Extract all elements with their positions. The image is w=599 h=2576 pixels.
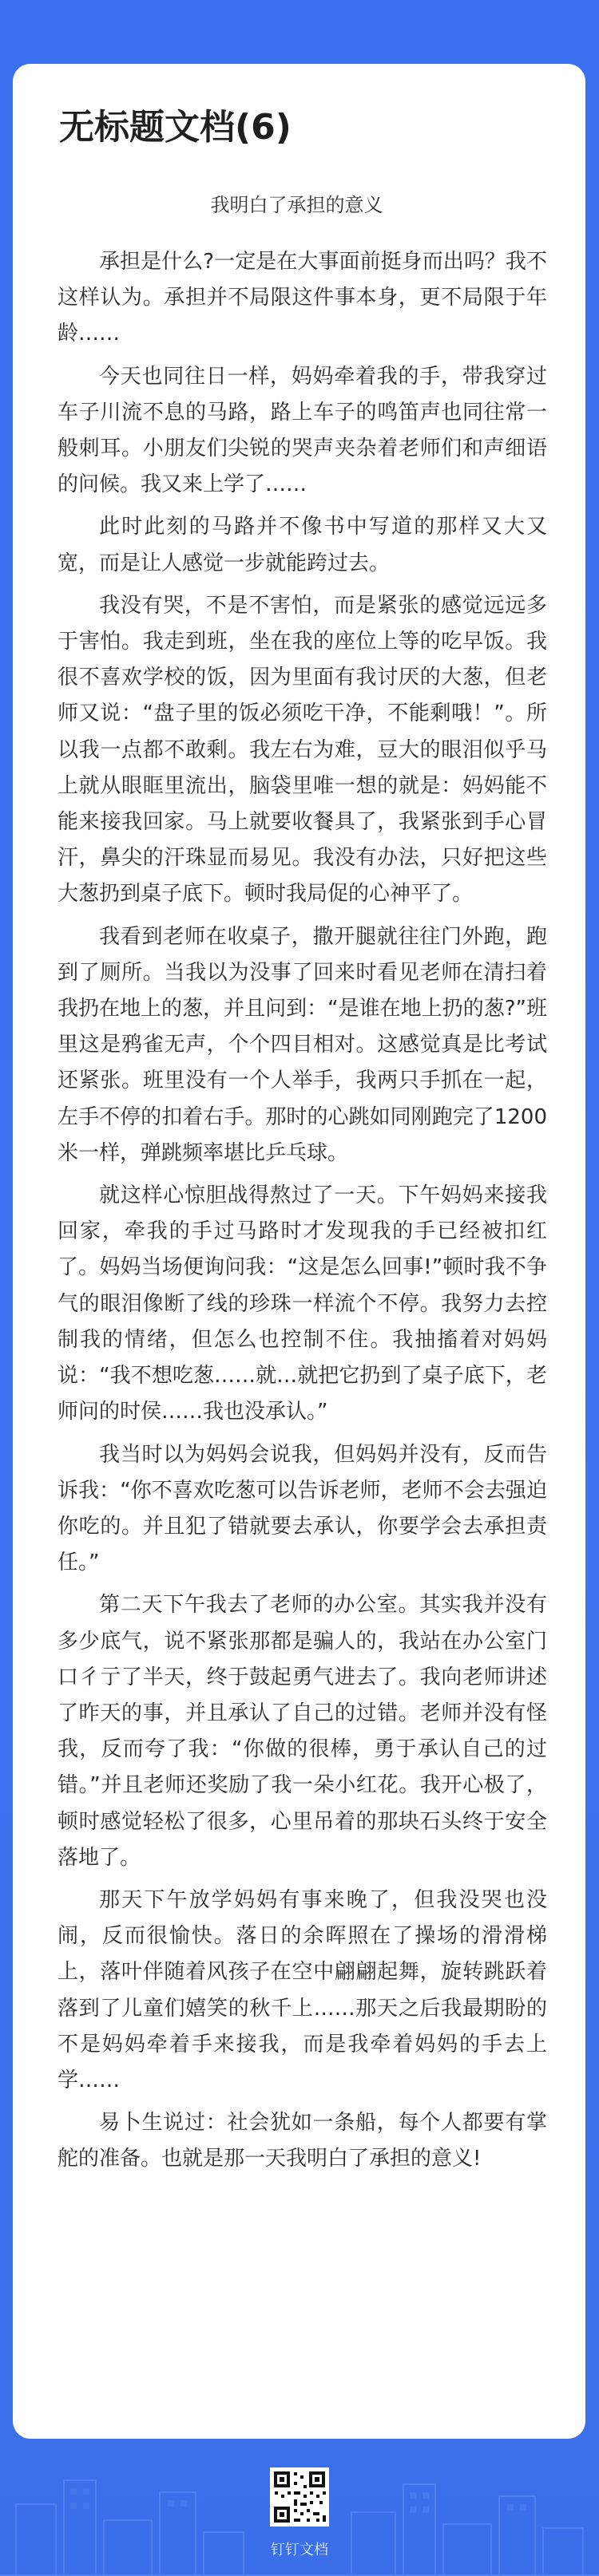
paragraph: 承担是什么?一定是在大事面前挺身而出吗？我不这样认为。承担并不局限这件事本身，更不局限于年龄……: [58, 250, 547, 346]
paragraph: 我看到老师在收桌子，撒开腿就往往门外跑，跑到了厕所。当我以为没事了回来时看见老师在清扫着我扔在地上的葱，并且问到：“是谁在地上扔的葱?”班里这是鸦雀无声，个个四目相对。这感觉真是比考试还紧张。班里没有一个人举手，我两只手抓在一起，左手不停的扣着右手。那时的心跳如同刚跑完了1200米一样，弹跳频率堪比乒乓球。: [58, 924, 547, 1165]
qr-code-icon: [270, 2467, 329, 2527]
brand-label: 钉钉文档: [271, 2542, 328, 2558]
document-card: [13, 64, 585, 2439]
document-title: 无标题文档(6): [59, 107, 292, 148]
paragraph: 那天下午放学妈妈有事来晚了，但我没哭也没闹，反而很愉快。落日的余晖照在了操场的滑滑梯上，落叶伴随着风孩子在空中翩翩起舞，旋转跳跃着落到了儿童们嬉笑的秋千上……那天之后我最期盼的不是妈妈牵着手来接我，而是我牵着妈妈的手去上学……: [58, 1887, 547, 2092]
essay-body: [46, 244, 547, 2178]
paragraph: 易卜生说过：社会犹如一条船，每个人都要有掌舵的准备。也就是那一天我明白了承担的意义!: [58, 2111, 547, 2171]
paragraph: 此时此刻的马路并不像书中写道的那样又大又宽，而是让人感觉一步就能跨过去。: [58, 515, 547, 575]
paragraph: 我没有哭，不是不害怕，而是紧张的感觉远远多于害怕。我走到班，坐在我的座位上等的吃早饭。我很不喜欢学校的饭，因为里面有我讨厌的大葱，但老师又说：“盘子里的饭必须吃干净，不能剩哦！”。所以我一点都不敢剩。我左右为难，豆大的眼泪似乎马上就从眼眶里流出，脑袋里唯一想的就是：妈妈能不能来接我回家。马上就要收餐具了，我紧张到手心冒汗，鼻尖的汗珠显而易见。我没有办法，只好把这些大葱扔到桌子底下。顿时我局促的心神平了。: [58, 593, 547, 907]
paragraph: 我当时以为妈妈会说我，但妈妈并没有，反而告诉我：“你不喜欢吃葱可以告诉老师，老师不会去强迫你吃的。并且犯了错就要去承认，你要学会去承担责任。”: [58, 1442, 547, 1575]
paragraph: 今天也同往日一样，妈妈牵着我的手，带我穿过车子川流不息的马路，路上车子的鸣笛声也同往常一般刺耳。小朋友们尖锐的哭声夹杂着老师们和声细语的问候。我又来上学了……: [58, 364, 547, 497]
paragraph: 第二天下午我去了老师的办公室。其实我并没有多少底气，说不紧张那都是骗人的，我站在办公室门口彳亍了半天，终于鼓起勇气进去了。我向老师讲述了昨天的事，并且承认了自己的过错。老师并没有怪我，反而夸了我：“你做的很棒，勇于承认自己的过错。”并且老师还奖励了我一朵小红花。我开心极了，顿时感觉轻松了很多，心里吊着的那块石头终于安全落地了。: [58, 1593, 547, 1870]
essay-title: 我明白了承担的意义: [210, 194, 383, 216]
paragraph: 就这样心惊胆战得熬过了一天。下午妈妈来接我回家，牵我的手过马路时才发现我的手已经被扣红了。妈妈当场便询问我：“这是怎么回事!”顿时我不争气的眼泪像断了线的珍珠一样流个不停。我努力去控制我的情绪，但怎么也控制不住。我抽搐着对妈妈说：“我不想吃葱……就…就把它扔到了桌子底下，老师问的时侯……我也没承认。”: [58, 1183, 547, 1424]
share-footer: [0, 2439, 599, 2576]
